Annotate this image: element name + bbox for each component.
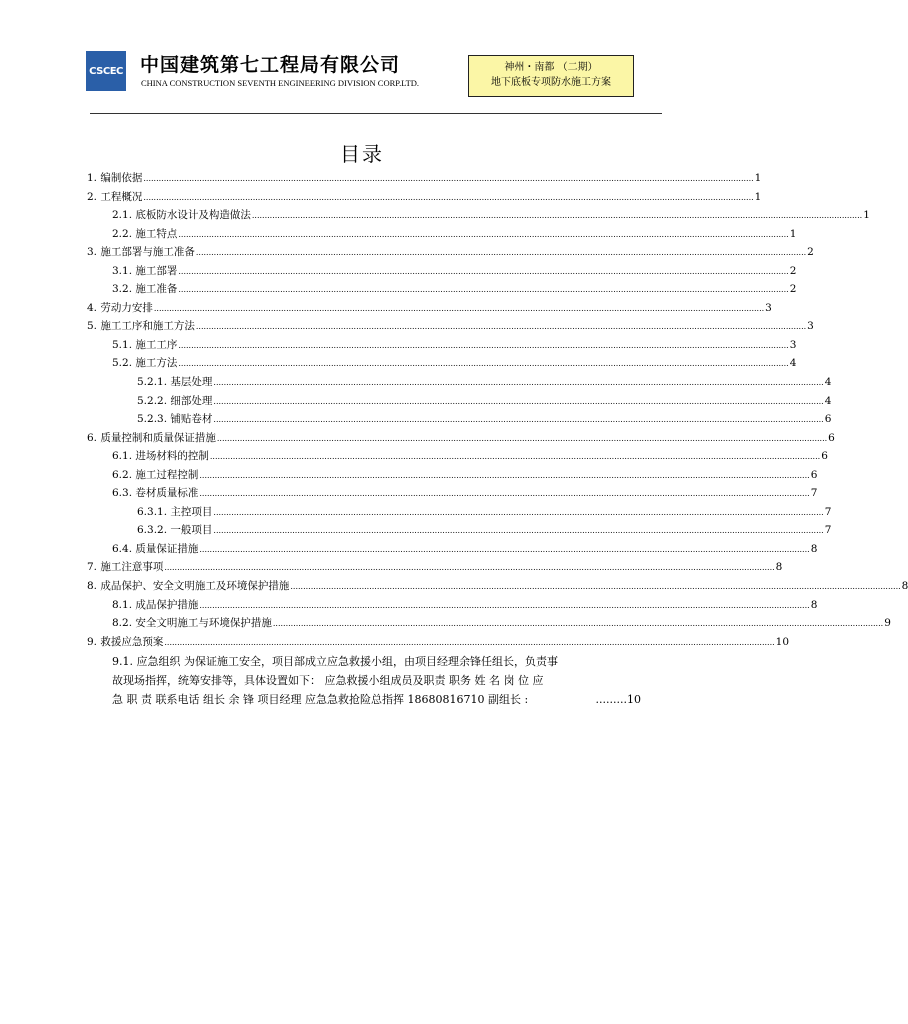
toc-entry-label: 5.2.1. 基层处理 [137, 376, 213, 389]
toc-entry[interactable] [87, 337, 797, 356]
toc-entry-page: 6 [810, 468, 818, 481]
toc-entry-page: 1 [754, 172, 762, 184]
toc-entry[interactable] [87, 522, 832, 541]
toc-entry[interactable] [87, 559, 783, 578]
toc-leader: ................................................................................................................................................................................................................................................ [272, 619, 884, 629]
toc-entry[interactable] [87, 541, 818, 560]
toc-entry-page: 10 [775, 635, 790, 648]
toc-entry[interactable] [87, 300, 772, 319]
toc-entry-label: 2. 工程概况 [87, 190, 143, 203]
toc-entry-last-line [112, 690, 641, 709]
toc-entry-label: 8.1. 成品保护措施 [112, 598, 199, 611]
toc-entry-page: 6 [821, 450, 828, 463]
toc-entry-page: 8 [810, 598, 818, 611]
toc-leader: ................................................................................................................................................................................................................................................ [164, 637, 775, 647]
header-divider [90, 113, 662, 114]
company-logo: CSCEC [86, 51, 126, 91]
toc-leader: ................................................................................................................................................................................................................................................ [143, 174, 754, 183]
toc-entry-label: 5. 施工工序和施工方法 [87, 320, 195, 333]
toc-leader: ................................................................................................................................................................................................................................................ [199, 544, 810, 554]
toc-entry-page: 4 [824, 376, 832, 389]
toc-leader: ................................................................................................................................................................................................................................................ [164, 563, 775, 573]
toc-entry-label: 4. 劳动力安排 [87, 301, 153, 314]
toc-entry-label: 9. 救援应急预案 [87, 635, 164, 648]
toc-leader: ................................................................................................................................................................................................................................................ [178, 285, 789, 295]
toc-leader: ................................................................................................................................................................................................................................................ [213, 526, 824, 536]
toc-entry[interactable] [87, 467, 818, 486]
project-name: 神州・南都 （二期） [504, 62, 598, 73]
document-name: 地下底板专项防水施工方案 [491, 77, 611, 88]
toc-entry-label: 6.1. 进场材料的控制 [112, 450, 209, 463]
toc-entry-label: 7. 施工注意事项 [87, 561, 164, 574]
toc-entry-label: 6.3.1. 主控项目 [137, 505, 213, 518]
toc-entry-label: 6. 质量控制和质量保证措施 [87, 431, 216, 444]
toc-leader: ................................................................................................................................................................................................................................................ [195, 248, 807, 258]
toc-leader: ................................................................................................................................................................................................................................................ [209, 452, 821, 462]
toc-leader: ................................................................................................................................................................................................................................................ [178, 229, 789, 239]
toc-entry-page: 4 [789, 357, 797, 370]
toc-leader: ................................................................................................................................................................................................................................................ [213, 507, 824, 517]
toc-entry[interactable] [87, 578, 908, 597]
toc-entry-label: 8.2. 安全文明施工与环境保护措施 [112, 617, 272, 630]
toc-leader: ................................................................................................................................................................................................................................................ [143, 192, 754, 202]
toc-leader: ................................................................................................................................................................................................................................................ [216, 433, 828, 443]
toc-entry-label: 3.1. 施工部署 [112, 264, 178, 277]
project-title-box [468, 55, 634, 97]
toc-entry[interactable] [87, 634, 790, 653]
toc-entry-page: 10 [627, 693, 641, 707]
toc-entry-label: 2.2. 施工特点 [112, 227, 178, 240]
toc-leader: ................................................................................................................................................................................................................................................ [213, 396, 824, 406]
toc-entry[interactable] [87, 226, 797, 245]
toc-leader: ................................................................................................................................................................................................................................................ [178, 266, 789, 276]
toc-entry-page: 2 [789, 283, 797, 296]
toc-entry-label: 1. 编制依据 [87, 172, 143, 184]
toc-entry[interactable] [87, 448, 828, 467]
toc-leader: ......... [595, 693, 627, 707]
page-title: 目录 [340, 142, 384, 166]
toc-entry-page: 7 [810, 487, 818, 500]
toc-leader: ................................................................................................................................................................................................................................................ [199, 470, 810, 480]
toc-leader: ................................................................................................................................................................................................................................................ [290, 582, 901, 592]
toc-leader: ................................................................................................................................................................................................................................................ [195, 322, 807, 332]
toc-entry[interactable] [87, 374, 832, 393]
toc-entry-page: 7 [824, 524, 832, 537]
toc-entry[interactable] [87, 170, 762, 189]
toc-entry[interactable] [87, 207, 870, 226]
toc-entry[interactable] [87, 597, 818, 616]
table-of-contents [87, 170, 908, 709]
toc-entry-label: 8. 成品保护、安全文明施工及环境保护措施 [87, 580, 290, 593]
toc-entry-page: 9 [884, 617, 891, 630]
toc-entry-label: 3. 施工部署与施工准备 [87, 246, 195, 259]
toc-entry-label: 3.2. 施工准备 [112, 283, 178, 296]
toc-entry[interactable] [87, 355, 797, 374]
toc-leader: ................................................................................................................................................................................................................................................ [213, 415, 824, 425]
toc-entry-page: 6 [828, 431, 835, 444]
toc-entry-line: 9.1. 应急组织 为保证施工安全，项目部成立应急救援小组，由项目经理余锋任组长，负责事 [112, 655, 558, 669]
company-name-cn: 中国建筑第七工程局有限公司 [140, 54, 401, 76]
toc-entry-page: 8 [901, 580, 908, 593]
toc-entry-page: 3 [789, 338, 797, 351]
toc-entry-label: 6.2. 施工过程控制 [112, 468, 199, 481]
toc-entry[interactable] [87, 504, 832, 523]
company-name-en: CHINA CONSTRUCTION SEVENTH ENGINEERING DIVISION CORP.LTD. [141, 78, 420, 88]
toc-entry-label: 6.4. 质量保证措施 [112, 542, 199, 555]
toc-entry-label: 5.2.3. 铺贴卷材 [137, 413, 213, 426]
toc-entry-label: 2.1. 底板防水设计及构造做法 [112, 209, 251, 222]
toc-entry-page: 3 [807, 320, 814, 333]
toc-entry-long[interactable] [87, 652, 641, 709]
toc-entry-line: 急 职 责 联系电话 组长 余 锋 项目经理 应急急救抢险总指挥 18680816710 副组长 : [112, 693, 529, 707]
toc-entry-page: 1 [754, 190, 762, 203]
toc-entry-page: 2 [807, 246, 814, 259]
toc-entry-page: 8 [810, 542, 818, 555]
toc-entry-label: 6.3. 卷材质量标准 [112, 487, 199, 500]
toc-entry-line: 故现场指挥，统筹安排等，具体设置如下： 应急救援小组成员及职责 职务 姓 名 岗 位 应 [112, 674, 544, 688]
toc-leader: ................................................................................................................................................................................................................................................ [199, 600, 810, 610]
toc-entry-page: 6 [824, 413, 832, 426]
toc-entry[interactable] [87, 318, 814, 337]
toc-entry[interactable] [87, 189, 762, 208]
toc-entry-page: 3 [765, 301, 772, 314]
toc-entry[interactable] [87, 263, 797, 282]
toc-leader: ................................................................................................................................................................................................................................................ [178, 340, 789, 350]
toc-entry[interactable] [87, 430, 835, 449]
toc-entry[interactable] [87, 615, 891, 634]
toc-leader: ................................................................................................................................................................................................................................................ [251, 211, 863, 221]
toc-entry[interactable] [87, 281, 797, 300]
toc-leader: ................................................................................................................................................................................................................................................ [178, 359, 789, 369]
toc-entry-label: 5.2.2. 细部处理 [137, 394, 213, 407]
toc-entry-page: 2 [789, 264, 797, 277]
toc-leader: ................................................................................................................................................................................................................................................ [153, 303, 765, 313]
toc-entry[interactable] [87, 393, 832, 412]
toc-leader: ................................................................................................................................................................................................................................................ [213, 378, 824, 388]
toc-entry-label: 5.2. 施工方法 [112, 357, 178, 370]
toc-entry-label: 5.1. 施工工序 [112, 338, 178, 351]
toc-entry[interactable] [87, 411, 832, 430]
toc-leader: ................................................................................................................................................................................................................................................ [199, 489, 810, 499]
toc-entry-page: 1 [789, 227, 797, 240]
toc-entry[interactable] [87, 485, 818, 504]
toc-entry-page: 8 [775, 561, 783, 574]
toc-entry[interactable] [87, 244, 814, 263]
toc-entry-page: 4 [824, 394, 832, 407]
toc-entry-page: 1 [863, 209, 870, 222]
toc-entry-label: 6.3.2. 一般项目 [137, 524, 213, 537]
toc-entry-page: 7 [824, 505, 832, 518]
